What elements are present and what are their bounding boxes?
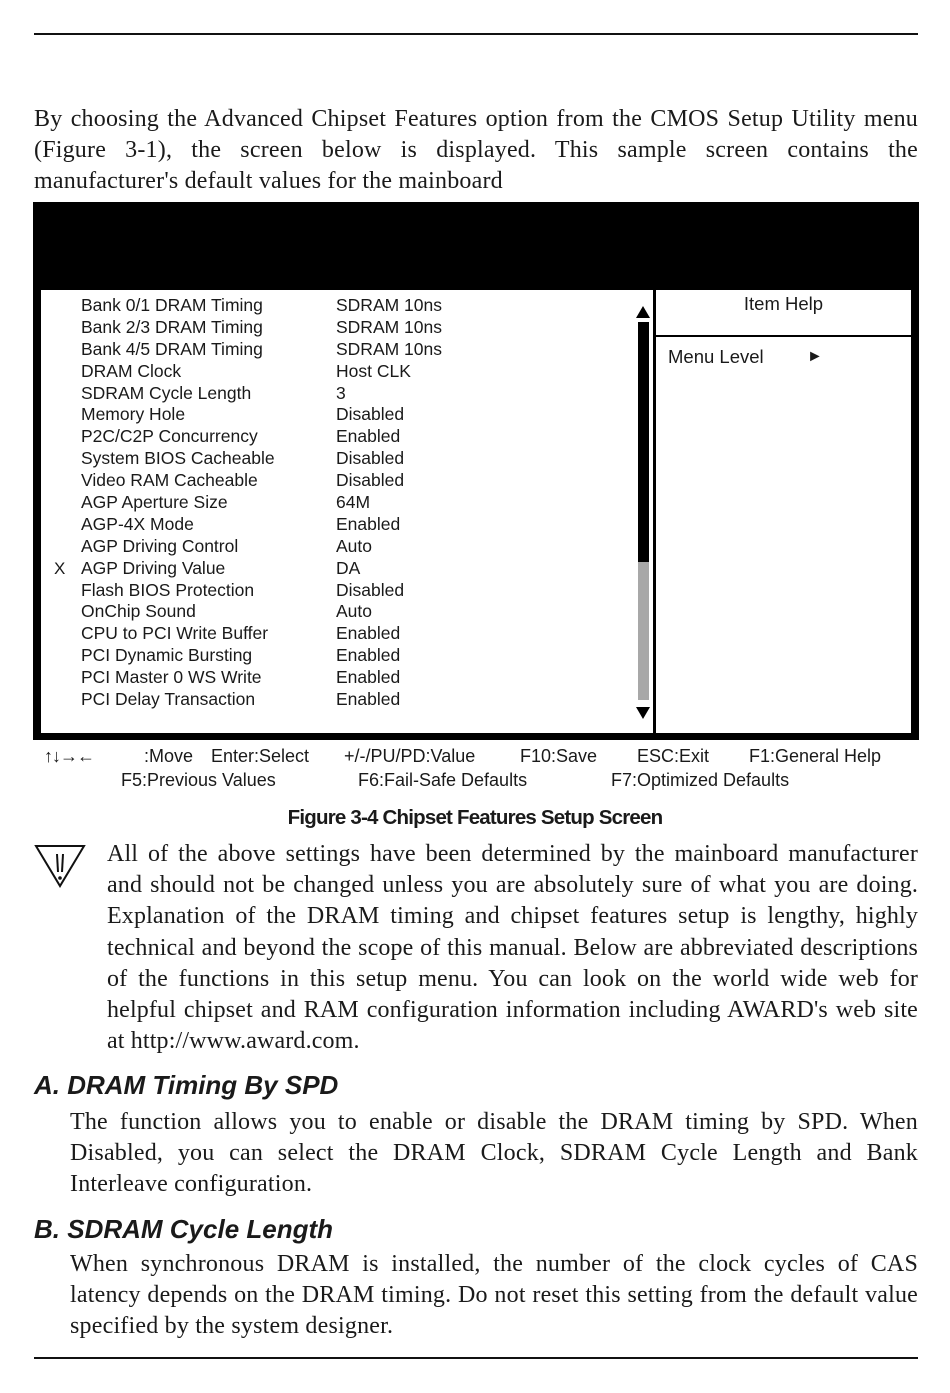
- setting-label: System BIOS Cacheable: [81, 448, 275, 469]
- settings-list: [41, 295, 653, 711]
- setting-row[interactable]: [41, 623, 653, 645]
- setting-label: AGP Driving Control: [81, 535, 239, 556]
- setting-label: PCI Dynamic Bursting: [81, 645, 253, 666]
- setting-row[interactable]: [41, 536, 653, 558]
- setting-value[interactable]: SDRAM 10ns: [336, 316, 443, 337]
- setting-value[interactable]: Enabled: [336, 689, 401, 710]
- setting-value[interactable]: Enabled: [336, 426, 401, 447]
- setting-row[interactable]: [41, 361, 653, 383]
- setting-value[interactable]: Enabled: [336, 667, 401, 688]
- setting-row[interactable]: [41, 383, 653, 405]
- setting-value[interactable]: Auto: [336, 535, 372, 556]
- key-f6: F6:Fail-Safe Defaults: [358, 770, 528, 790]
- setting-label: Bank 4/5 DRAM Timing: [81, 338, 263, 359]
- bottom-rule: [34, 1357, 918, 1359]
- setting-label: Video RAM Cacheable: [81, 470, 258, 491]
- setting-label: Memory Hole: [81, 404, 186, 425]
- setting-label: PCI Master 0 WS Write: [81, 667, 262, 688]
- setting-value[interactable]: SDRAM 10ns: [336, 338, 443, 359]
- setting-row[interactable]: [41, 601, 653, 623]
- setting-value[interactable]: Disabled: [336, 448, 405, 469]
- setting-row[interactable]: [41, 645, 653, 667]
- setting-label: DRAM Clock: [81, 360, 182, 381]
- bios-screen: [33, 202, 919, 740]
- setting-value[interactable]: 3: [336, 382, 346, 403]
- panel-divider: [653, 290, 656, 733]
- setting-row[interactable]: [41, 426, 653, 448]
- setting-label: SDRAM Cycle Length: [81, 382, 252, 403]
- setting-label: Bank 0/1 DRAM Timing: [81, 295, 263, 315]
- setting-value[interactable]: Enabled: [336, 513, 401, 534]
- setting-value[interactable]: Enabled: [336, 623, 401, 644]
- scroll-track[interactable]: [638, 562, 649, 700]
- menu-level-arrow-icon: ►: [807, 348, 823, 365]
- setting-label: Bank 2/3 DRAM Timing: [81, 316, 263, 337]
- key-f7: F7:Optimized Defaults: [611, 770, 790, 790]
- setting-label: CPU to PCI Write Buffer: [81, 623, 269, 644]
- top-rule: [34, 33, 918, 35]
- setting-marker: X: [54, 558, 66, 578]
- setting-label: AGP Driving Value: [81, 557, 226, 578]
- key-f1: F1:General Help: [749, 746, 882, 766]
- warning-icon: [34, 842, 86, 890]
- setting-value[interactable]: Disabled: [336, 404, 405, 425]
- key-f5: F5:Previous Values: [121, 770, 276, 790]
- setting-label: Flash BIOS Protection: [81, 579, 255, 600]
- scroll-up-icon[interactable]: [636, 306, 650, 318]
- bios-panel: [41, 290, 911, 733]
- setting-label: OnChip Sound: [81, 601, 196, 622]
- arrow-keys-icon: ↑↓→←: [44, 746, 94, 766]
- scroll-down-icon[interactable]: [636, 707, 650, 719]
- key-esc: ESC:Exit: [637, 746, 710, 766]
- setting-value[interactable]: SDRAM 10ns: [336, 295, 443, 315]
- menu-level-label: Menu Level: [668, 346, 764, 367]
- scrollbar[interactable]: [633, 290, 653, 733]
- setting-value[interactable]: DA: [336, 557, 361, 578]
- key-f10: F10:Save: [520, 746, 598, 766]
- setting-row[interactable]: [41, 448, 653, 470]
- scroll-thumb[interactable]: [638, 322, 649, 562]
- setting-label: AGP-4X Mode: [81, 513, 194, 534]
- setting-row[interactable]: [41, 580, 653, 602]
- setting-row[interactable]: [41, 295, 653, 317]
- setting-label: AGP Aperture Size: [81, 492, 228, 513]
- section-heading-a: A. DRAM Timing By SPD: [34, 1070, 339, 1100]
- setting-row[interactable]: [41, 667, 653, 689]
- key-value: +/-/PU/PD:Value: [344, 746, 476, 766]
- help-divider: [656, 335, 911, 337]
- setting-row[interactable]: [41, 689, 653, 711]
- figure-caption: Figure 3-4 Chipset Features Setup Screen: [287, 806, 663, 829]
- setting-label: PCI Delay Transaction: [81, 689, 256, 710]
- section-text-a: The function allows you to enable or disable the DRAM timing by SPD. When Disabled, you can select the DRAM Clock, SDRAM Cycle Length and Bank Interleave configuration.: [70, 1109, 918, 1197]
- setting-value[interactable]: Disabled: [336, 470, 405, 491]
- section-heading-b: B. SDRAM Cycle Length: [34, 1214, 334, 1244]
- setting-label: P2C/C2P Concurrency: [81, 426, 258, 447]
- key-move: :Move: [144, 746, 194, 766]
- setting-row[interactable]: [41, 470, 653, 492]
- setting-value[interactable]: Enabled: [336, 645, 401, 666]
- section-text-b: When synchronous DRAM is installed, the number of the clock cycles of CAS latency depends on the DRAM timing. Do not reset this setting from the default value specified by the system designer.: [70, 1251, 918, 1339]
- setting-value[interactable]: 64M: [336, 492, 371, 513]
- setting-row[interactable]: [41, 339, 653, 361]
- setting-row[interactable]: [41, 404, 653, 426]
- setting-value[interactable]: Auto: [336, 601, 372, 622]
- setting-row[interactable]: [41, 514, 653, 536]
- setting-value[interactable]: Disabled: [336, 579, 405, 600]
- key-enter: Enter:Select: [211, 746, 310, 766]
- intro-paragraph: By choosing the Advanced Chipset Features option from the CMOS Setup Utility menu (Figure 3-1), the screen below is displayed. This sample screen contains the manufacturer's default values for the mainboard: [34, 106, 918, 194]
- warning-note: All of the above settings have been determined by the mainboard manufacturer and should not be changed unless you are absolutely sure of what you are doing. Explanation of the DRAM timing and chipset features setup is lengthy, highly technical and beyond the scope of this manual. Below are abbreviated descriptions of the functions in this setup menu. You can look on the world wide web for helpful chipset and RAM configuration information including AWARD's web site at http://www.award.com.: [107, 841, 918, 1055]
- setting-row[interactable]: [41, 558, 653, 580]
- setting-row[interactable]: [41, 492, 653, 514]
- setting-row[interactable]: [41, 317, 653, 339]
- item-help-title: Item Help: [743, 293, 824, 314]
- setting-value[interactable]: Host CLK: [336, 360, 411, 381]
